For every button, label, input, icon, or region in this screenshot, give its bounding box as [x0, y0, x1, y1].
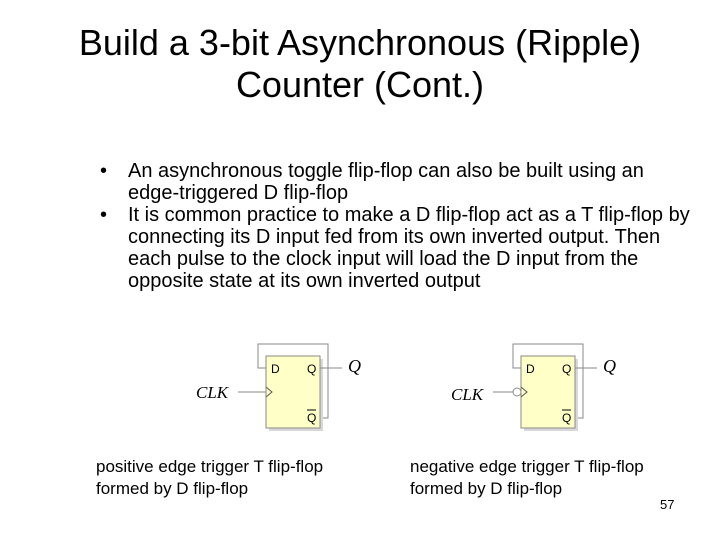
- ff-d-label: D: [526, 362, 535, 376]
- bullet-dot: •: [100, 160, 108, 182]
- bullet-item: [100, 160, 700, 204]
- ff-d-label: D: [271, 362, 280, 376]
- page-number: 57: [660, 497, 675, 512]
- caption-line-1: positive edge trigger T flip-flop: [96, 457, 324, 476]
- negative-edge-tff-diagram: [445, 340, 635, 440]
- caption-line-2: formed by D flip-flop: [96, 479, 249, 498]
- bullet-dot: •: [100, 204, 108, 226]
- ff-q-label: Q: [562, 362, 572, 376]
- caption-line-2: formed by D flip-flop: [410, 479, 563, 498]
- ff-q-label: Q: [307, 362, 317, 376]
- title-line-2: Counter (Cont.): [235, 64, 485, 105]
- clk-label: CLK: [451, 385, 484, 404]
- output-q-label: Q: [603, 356, 616, 376]
- bullet-item: [100, 204, 700, 292]
- clk-label: CLK: [196, 383, 229, 402]
- clock-inversion-bubble: [513, 388, 521, 396]
- output-q-label: Q: [348, 356, 361, 376]
- positive-edge-tff-diagram: [190, 340, 380, 440]
- bullet-list: [100, 160, 700, 292]
- caption-negative-edge: [410, 456, 644, 500]
- ff-qbar-label: Q: [307, 411, 317, 425]
- ff-qbar-label: Q: [562, 411, 572, 425]
- bullet-text: An asynchronous toggle flip-flop can also be built using an edge-triggered D flip-flop: [128, 160, 644, 204]
- caption-line-1: negative edge trigger T flip-flop: [410, 457, 644, 476]
- caption-positive-edge: [96, 456, 323, 500]
- slide-title: [0, 22, 720, 106]
- title-line-1: Build a 3-bit Asynchronous (Ripple): [78, 22, 642, 63]
- bullet-text: It is common practice to make a D flip-flop act as a T flip-flop by connecting its D input fed from its own inverted output. Then each pulse to the clock input will load the D input from the opposite state at its own inverted output: [128, 204, 690, 292]
